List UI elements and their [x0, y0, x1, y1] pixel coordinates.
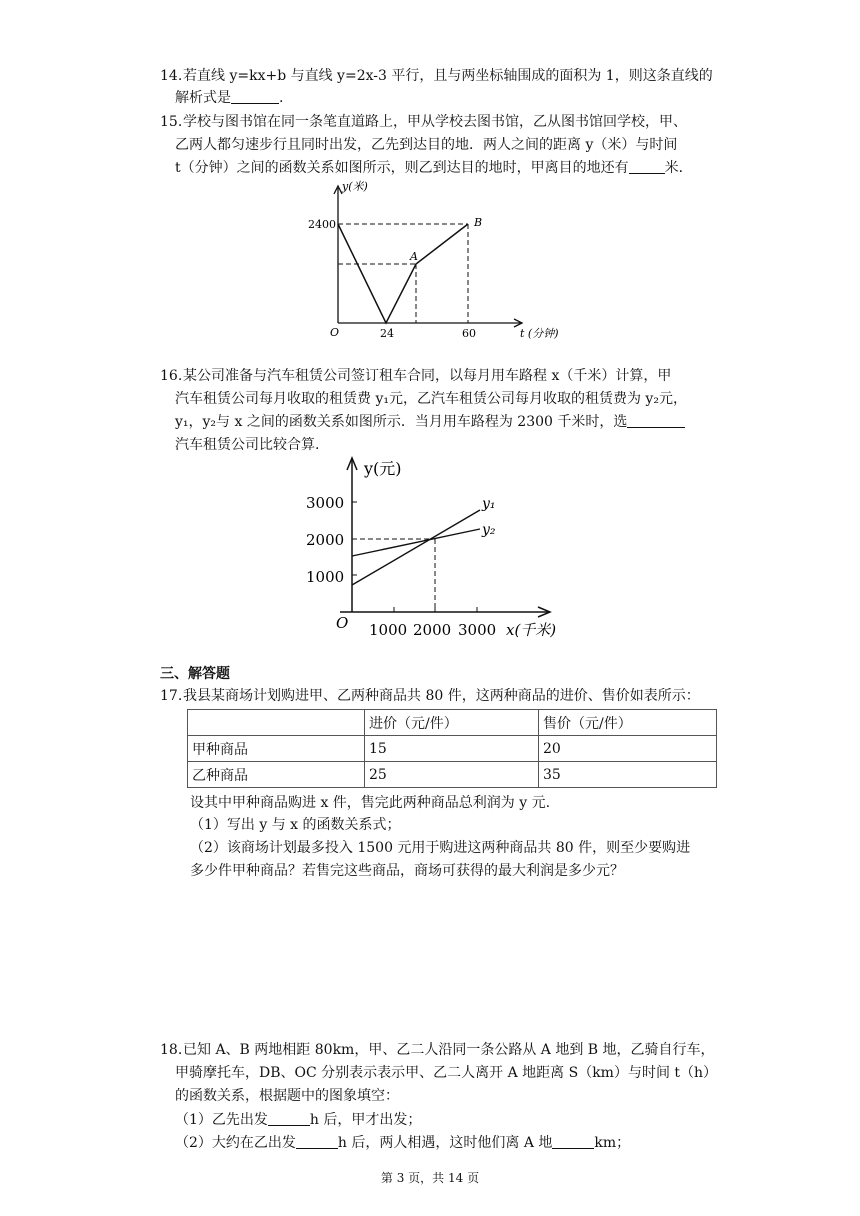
q18-sub2-text-b: h 后，两人相遇，这时他们离 A 地 — [337, 1135, 553, 1151]
table-header-cell: 进价（元/件） — [365, 710, 539, 736]
q16-x-tick-2000: 2000 — [413, 621, 452, 639]
q16-x-label: x(千米) — [506, 621, 557, 639]
q16-answer-blank — [627, 413, 685, 428]
table-cell: 乙种商品 — [188, 762, 365, 788]
q16-y-tick-1000: 1000 — [306, 568, 345, 586]
q15-x-tick-60: 60 — [462, 327, 476, 340]
q15-number: 15. — [160, 114, 183, 130]
q14-text-line2 — [175, 88, 283, 108]
q15-text-line3 — [175, 158, 693, 178]
q15-x-tick-24: 24 — [380, 327, 394, 340]
q16-graph — [300, 452, 590, 642]
page-footer: 第 3 页，共 14 页 — [380, 1171, 480, 1185]
q14-number: 14. — [160, 68, 183, 84]
q18-sub1-blank — [268, 1111, 310, 1126]
q16-line-y1 — [352, 510, 480, 585]
table-row — [188, 736, 717, 762]
q16-label-y1: y₁ — [482, 496, 496, 512]
q17-number: 17. — [160, 688, 183, 704]
q15-y-label: y(米) — [342, 180, 368, 193]
q16-number: 16. — [160, 368, 183, 384]
q16-x-tick-1000: 1000 — [369, 621, 408, 639]
q18-text-line2: 甲骑摩托车，DB、OC 分别表示表示甲、乙二人离开 A 地距离 S（km）与时间 t（h） — [175, 1065, 718, 1081]
q15-x-label: t (分钟) — [520, 327, 559, 340]
q14-answer-blank — [231, 89, 279, 104]
table-header-cell: 售价（元/件） — [539, 710, 717, 736]
q16-text-line2: 汽车租赁公司每月收取的租赁费 y₁元，乙汽车租赁公司每月收取的租赁费为 y₂元， — [175, 391, 687, 407]
table-row — [188, 762, 717, 788]
table-header-row — [188, 710, 717, 736]
q17-text-line2: 设其中甲种商品购进 x 件，售完此两种商品总利润为 y 元. — [190, 795, 551, 811]
q14-line2-end: . — [279, 90, 284, 106]
q18-sub2-text-c: km； — [594, 1135, 631, 1151]
q17-price-table — [187, 709, 717, 788]
q14-line2-text: 解析式是 — [175, 90, 231, 106]
section-3-title: 三、解答题 — [160, 666, 230, 682]
table-cell: 25 — [365, 762, 539, 788]
q15-graph — [300, 176, 560, 342]
q17-text-sub2-line1: （2）该商场计划最多投入 1500 元用于购进这两种商品共 80 件，则至少要购进 — [190, 840, 691, 856]
q17-text-sub1: （1）写出 y 与 x 的函数关系式； — [190, 817, 401, 833]
q16-text-line3 — [175, 412, 685, 432]
q15-distance-line — [338, 224, 468, 323]
q14-text-line1: 若直线 y=kx+b 与直线 y=2x-3 平行，且与两坐标轴围成的面积为 1，则这条直线的 — [183, 68, 713, 84]
q16-text-line4: 汽车租赁公司比较合算. — [175, 437, 320, 453]
q15-line3-text: t（分钟）之间的函数关系如图所示，则乙到达目的地时，甲离目的地还有 — [175, 160, 629, 176]
q18-sub2-blank-time — [296, 1134, 338, 1149]
q16-y-tick-3000: 3000 — [306, 494, 345, 512]
q18-number: 18. — [160, 1042, 183, 1058]
q18-text-sub2 — [175, 1133, 630, 1153]
table-cell: 20 — [539, 736, 717, 762]
q17-text-sub2-line2: 多少件甲种商品？若售完这些商品，商场可获得的最大利润是多少元？ — [190, 863, 624, 879]
q18-text-line3: 的函数关系，根据题中的图象填空： — [175, 1088, 399, 1104]
q15-text-line1: 学校与图书馆在同一条笔直道路上，甲从学校去图书馆，乙从图书馆回学校，甲、 — [183, 114, 687, 130]
q16-y-tick-2000: 2000 — [306, 531, 345, 549]
q18-text-line1: 已知 A、B 两地相距 80km，甲、乙二人沿同一条公路从 A 地到 B 地，乙骑自行车， — [183, 1042, 715, 1058]
table-header-cell — [188, 710, 365, 736]
table-cell: 15 — [365, 736, 539, 762]
q16-x-tick-3000: 3000 — [458, 621, 497, 639]
q16-origin: O — [336, 614, 349, 632]
q16-text-line1: 某公司准备与汽车租赁公司签订租车合同，以每月用车路程 x（千米）计算，甲 — [183, 368, 672, 384]
q16-y-label: y(元) — [364, 459, 402, 478]
q18-sub2-blank-distance — [552, 1134, 594, 1149]
q15-answer-blank — [629, 159, 665, 174]
q18-text-sub1 — [175, 1110, 421, 1130]
q16-label-y2: y₂ — [482, 522, 496, 538]
table-cell: 甲种商品 — [188, 736, 365, 762]
q18-sub2-text-a: （2）大约在乙出发 — [175, 1135, 296, 1151]
q15-text-line2: 乙两人都匀速步行且同时出发，乙先到达目的地．两人之间的距离 y（米）与时间 — [175, 137, 678, 153]
q18-sub1-text-a: （1）乙先出发 — [175, 1112, 268, 1128]
q18-sub1-text-b: h 后，甲才出发； — [309, 1112, 422, 1128]
q16-line3-text: y₁，y₂与 x 之间的函数关系如图所示．当月用车路程为 2300 千米时，选 — [175, 414, 628, 430]
q15-line3-end: 米． — [664, 160, 693, 176]
q17-text-line1: 我县某商场计划购进甲、乙两种商品共 80 件，这两种商品的进价、售价如表所示： — [183, 688, 700, 704]
q15-origin: O — [330, 326, 340, 339]
table-cell: 35 — [539, 762, 717, 788]
q16-line-y2 — [352, 529, 480, 556]
q15-y-tick: 2400 — [308, 218, 336, 231]
q15-point-b: B — [474, 216, 483, 229]
q15-point-a: A — [410, 250, 418, 263]
